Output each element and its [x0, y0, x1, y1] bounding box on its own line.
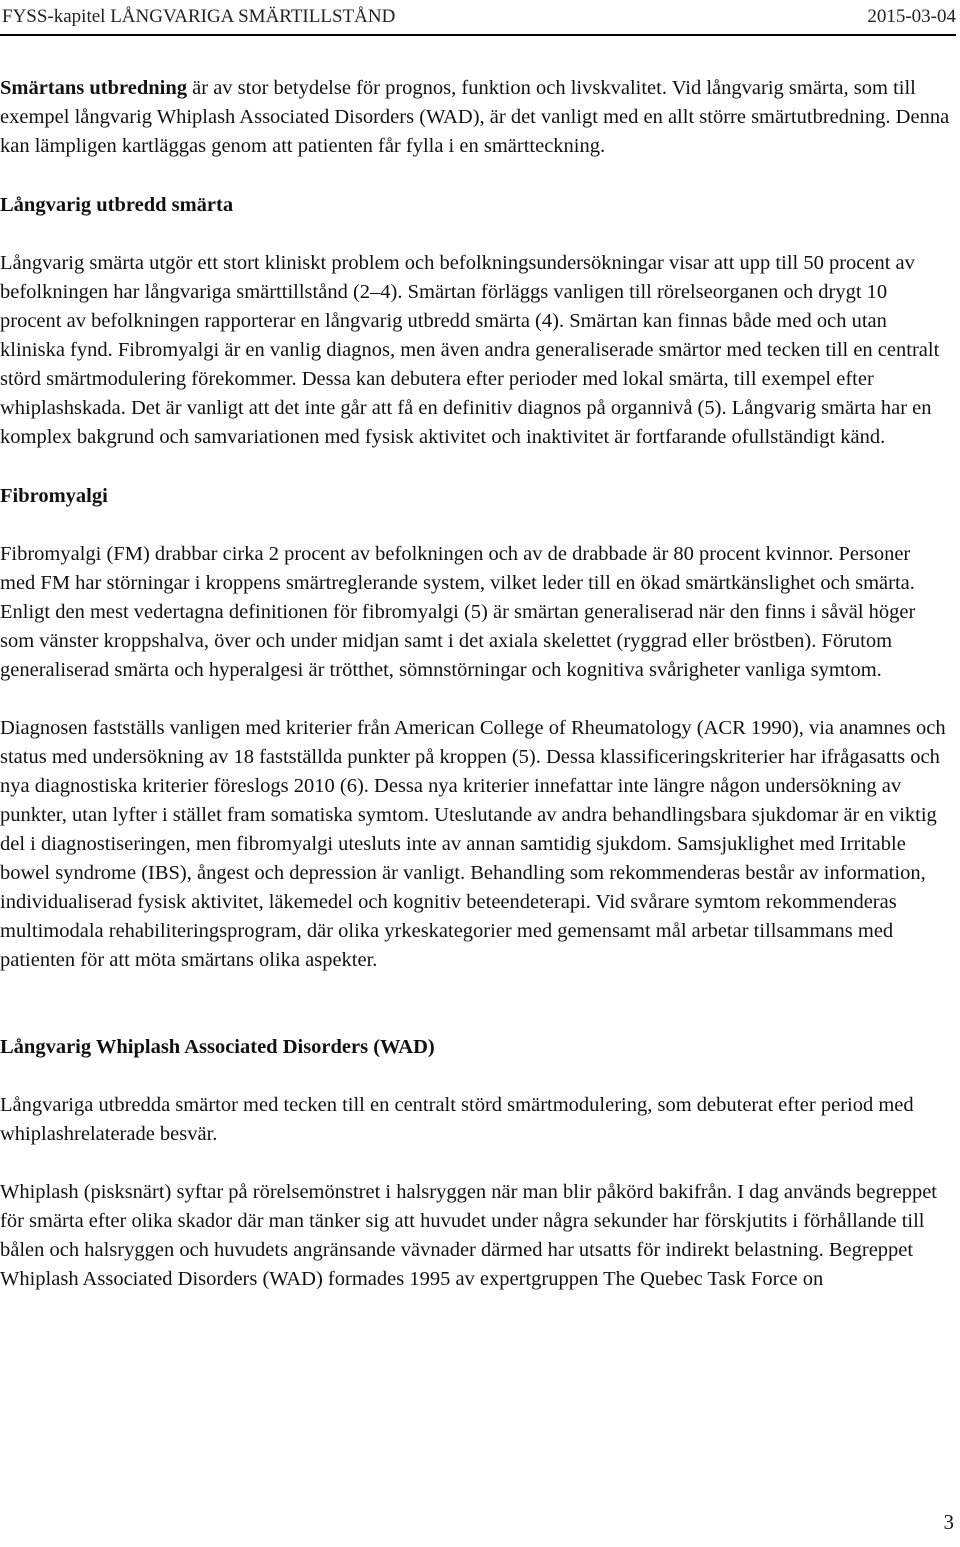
page-number: 3: [943, 1510, 954, 1534]
intro-bold-lead: Smärtans utbredning: [0, 77, 188, 99]
document-body: [0, 74, 950, 1294]
header-date: 2015-03-04: [867, 6, 956, 27]
intro-text: är av stor betydelse för prognos, funktion och livskvalitet. Vid långvarig smärta, som till exempel långvarig Whiplash Associated Disorders (WAD), är det vanligt med en allt större smärtutbredning. Denna kan lämpligen kartläggas genom att patienten får fylla i en smärtteckning.: [0, 77, 950, 157]
header-divider: [0, 34, 956, 36]
section2-paragraph-2: Diagnosen fastställs vanligen med kriterier från American College of Rheumatology (ACR 1990), via anamnes och status med undersökning av 18 fastställda punkter på kroppen (5). Dessa klassificeringskriterier har ifrågasatts och nya diagnostiska kriterier föreslogs 2010 (6). Dessa nya kriterier innefattar inte längre någon undersökning av punkter, utan lyfter i stället fram somatiska symtom. Uteslutande av andra behandlingsbara sjukdomar är en viktig del i diagnostiseringen, men fibromyalgi utesluts inte av annan samtidig sjukdom. Samsjuklighet med Irritable bowel syndrome (IBS), ångest och depression är vanligt. Behandling som rekommenderas består av information, individualiserad fysisk aktivitet, läkemedel och kognitiv beteendeterapi. Vid svårare symtom rekommenderas multimodala rehabiliteringsprogram, där olika yrkeskategorier med gemensamt mål arbetar tillsammans med patienten för att möta smärtans olika aspekter.: [0, 717, 946, 971]
section2-paragraph-1: Fibromyalgi (FM) drabbar cirka 2 procent av befolkningen och av de drabbade är 80 procent kvinnor. Personer med FM har störningar i kroppens smärtreglerande system, vilket leder till en ökad smärtkänslighet och smärta. Enligt den mest vedertagna definitionen för fibromyalgi (5) är smärtan generaliserad när den finns i såväl höger som vänster kroppshalva, över och under midjan samt i det axiala skelettet (ryggrad eller bröstben). Förutom generaliserad smärta och hyperalgesi är trötthet, sömnstörningar och kognitiva svårigheter vanliga symtom.: [0, 543, 916, 681]
intro-paragraph: [0, 74, 950, 161]
header-title: FYSS-kapitel LÅNGVARIGA SMÄRTILLSTÅND: [2, 6, 396, 27]
page-header: [2, 4, 956, 30]
section3-paragraph-2: Whiplash (pisksnärt) syftar på rörelsemönstret i halsryggen när man blir påkörd bakifrån. I dag används begreppet för smärta efter olika skador där man tänker sig att huvudet under några sekunder har förskjutits i förhållande till bålen och halsryggen och huvudets angränsande vävnader därmed har utsatts för indirekt belastning. Begreppet Whiplash Associated Disorders (WAD) formades 1995 av expertgruppen The Quebec Task Force on: [0, 1181, 938, 1290]
section1-paragraph: Långvarig smärta utgör ett stort kliniskt problem och befolkningsundersökningar visar att upp till 50 procent av befolkningen har långvariga smärttillstånd (2–4). Smärtan förläggs vanligen till rörelseorganen och drygt 10 procent av befolkningen rapporterar en långvarig utbredd smärta (4). Smärtan kan finnas både med och utan kliniska fynd. Fibromyalgi är en vanlig diagnos, men även andra generaliserade smärtor med tecken till en centralt störd smärtmodulering förekommer. Dessa kan debutera efter perioder med lokal smärta, till exempel efter whiplashskada. Det är vanligt att det inte går att få en definitiv diagnos på organnivå (5). Långvarig smärta har en komplex bakgrund och samvariationen med fysisk aktivitet och inaktivitet är fortfarande ofullständigt känd.: [0, 252, 940, 448]
section3-paragraph-1: Långvariga utbredda smärtor med tecken till en centralt störd smärtmodulering, som debuterat efter period med whiplashrelaterade besvär.: [0, 1094, 914, 1145]
section-heading-langvarig-utbredd-smarta: Långvarig utbredd smärta: [0, 194, 234, 216]
section-heading-fibromyalgi: Fibromyalgi: [0, 485, 108, 507]
section-heading-wad: Långvarig Whiplash Associated Disorders (WAD): [0, 1036, 435, 1058]
